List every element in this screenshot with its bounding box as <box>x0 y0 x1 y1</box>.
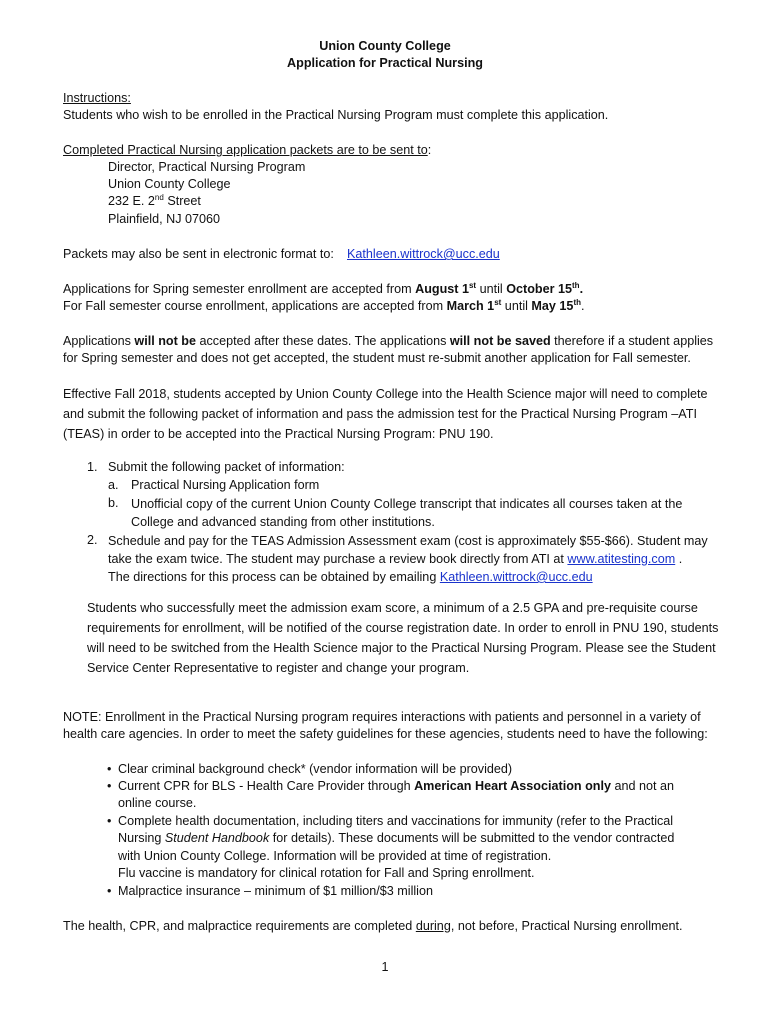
address-ordinal: nd <box>154 193 164 202</box>
electronic-text: Packets may also be sent in electronic format to: <box>63 247 334 261</box>
requirement-text-1: Clear criminal background check* (vendor information will be provided) <box>118 762 513 776</box>
timing-pre: The health, CPR, and malpractice requirements are completed <box>63 919 416 933</box>
bullet-icon: • <box>107 884 112 898</box>
electronic-email-link[interactable]: Kathleen.wittrock@ucc.edu <box>347 247 500 261</box>
bullet-icon: • <box>107 762 112 776</box>
requirement-text-4: Malpractice insurance – minimum of $1 million/$3 million <box>118 884 433 898</box>
fall-until: until <box>501 299 532 313</box>
step-2-number: 2. <box>87 533 98 547</box>
not-accepted-text-1: Applications <box>63 334 135 348</box>
address-line-4: Plainfield, NJ 07060 <box>108 212 221 226</box>
timing-underlined: during <box>415 919 451 933</box>
requirement-3-italic: Student Handbook <box>164 831 270 846</box>
spring-end: October 15 <box>506 282 572 296</box>
packets-heading-colon: : <box>427 143 432 157</box>
college-name: Union County College <box>319 39 451 53</box>
step-2-email-link[interactable]: Kathleen.wittrock@ucc.edu <box>439 570 593 584</box>
fall-dates <box>63 298 585 315</box>
spring-start-sup: st <box>468 281 477 290</box>
step-1-text: Submit the following packet of information: <box>108 460 345 474</box>
not-accepted-paragraph <box>63 333 723 368</box>
note-paragraph: NOTE: Enrollment in the Practical Nursing program requires interactions with patients and personnel in a variety of health care agencies. In order to meet the safety guidelines for these agencies, students need to have the following: <box>63 710 708 742</box>
step-2-text <box>108 532 713 568</box>
not-accepted-text-2: accepted after these dates. The applications <box>195 334 450 348</box>
spring-end-sup: th <box>572 281 580 290</box>
page-title: Application for Practical Nursing <box>287 56 483 70</box>
spring-dates <box>63 281 583 298</box>
step-1-number: 1. <box>87 460 98 474</box>
spring-dates-pre: Applications for Spring semester enrollment are accepted from <box>63 282 416 296</box>
requirement-2-post: and not an online course. <box>118 779 675 811</box>
bullet-icon: • <box>107 779 112 793</box>
requirement-text-2 <box>118 778 710 813</box>
requirements-timing <box>63 918 683 935</box>
requirement-3-pre: Complete health documentation, including titers and vaccinations for immunity (refer to the Practical Nursing <box>118 814 674 846</box>
requirement-text-3 <box>118 813 678 882</box>
requirement-3-post: for details). These documents will be submitted to the vendor contracted with Union County College. Information will be provided at time of registration. <box>118 831 675 863</box>
step-2-directions-text: The directions for this process can be obtained by emailing <box>108 570 440 584</box>
timing-post: , not before, Practical Nursing enrollment. <box>450 919 683 933</box>
instructions-heading: Instructions: <box>63 91 131 105</box>
atitesting-link[interactable]: www.atitesting.com <box>567 552 676 567</box>
success-paragraph: Students who successfully meet the admission exam score, a minimum of a 2.5 GPA and pre-requisite course requirements for enrollment, will be notified of the course registration date. In order to enroll in PNU 190, students will need to be switched from the Health Science major to the Practical Nursing Program. Please see the Student Service Center Representative to register and change your program. <box>87 601 719 675</box>
step-1a-text: Practical Nursing Application form <box>131 478 320 492</box>
step-1b-letter: b. <box>108 496 119 510</box>
not-accepted-bold-2: will not be saved <box>449 334 551 348</box>
step-2-body: Schedule and pay for the TEAS Admission Assessment exam (cost is approximately $55-$66). Student may take the exam twice. The student may purchase a review book directly from ATI at <box>108 534 708 567</box>
address-street-number: 232 E. 2 <box>108 194 155 208</box>
requirement-3-flu: Flu vaccine is mandatory for clinical rotation for Fall and Spring enrollment. <box>118 865 535 880</box>
address-street: Street <box>163 194 201 208</box>
address-line-3 <box>108 193 201 210</box>
not-accepted-bold-1: will not be <box>134 334 196 348</box>
fall-period: . <box>581 299 585 313</box>
packets-heading <box>63 142 431 159</box>
address-line-1: Director, Practical Nursing Program <box>108 160 306 174</box>
step-2-period: . <box>675 552 683 567</box>
requirement-2-pre: Current CPR for BLS - Health Care Provider through <box>118 779 415 793</box>
not-accepted-text-3: therefore if a student applies for Spring semester and does not get accepted, the student must re-submit another application for Fall semester. <box>63 334 714 366</box>
spring-until: until <box>476 282 507 296</box>
step-2-directions <box>108 569 593 586</box>
address-line-2: Union County College <box>108 177 231 191</box>
page-number: 1 <box>381 960 389 974</box>
step-1b-text: Unofficial copy of the current Union County College transcript that indicates all courses taken at the College and advanced standing from other institutions. <box>131 497 683 529</box>
fall-start: March 1 <box>446 299 495 313</box>
spring-start: August 1 <box>415 282 469 296</box>
instructions-text: Students who wish to be enrolled in the Practical Nursing Program must complete this application. <box>63 108 609 122</box>
step-1a-letter: a. <box>108 478 119 492</box>
bullet-icon: • <box>107 814 112 828</box>
fall-end: May 15 <box>531 299 574 313</box>
fall-end-sup: th <box>573 298 581 307</box>
requirement-2-bold: American Heart Association only <box>414 779 611 793</box>
packets-heading-text: Completed Practical Nursing application packets are to be sent to <box>63 143 428 157</box>
spring-period: . <box>579 282 584 296</box>
effective-paragraph: Effective Fall 2018, students accepted by Union County College into the Health Science major will need to complete and submit the following packet of information and pass the admission test for the Practical Nursing Program –ATI (TEAS) in order to be accepted into the Practical Nursing Program: PNU 190. <box>63 387 708 441</box>
fall-dates-pre: For Fall semester course enrollment, applications are accepted from <box>63 299 447 313</box>
fall-start-sup: st <box>494 298 502 307</box>
